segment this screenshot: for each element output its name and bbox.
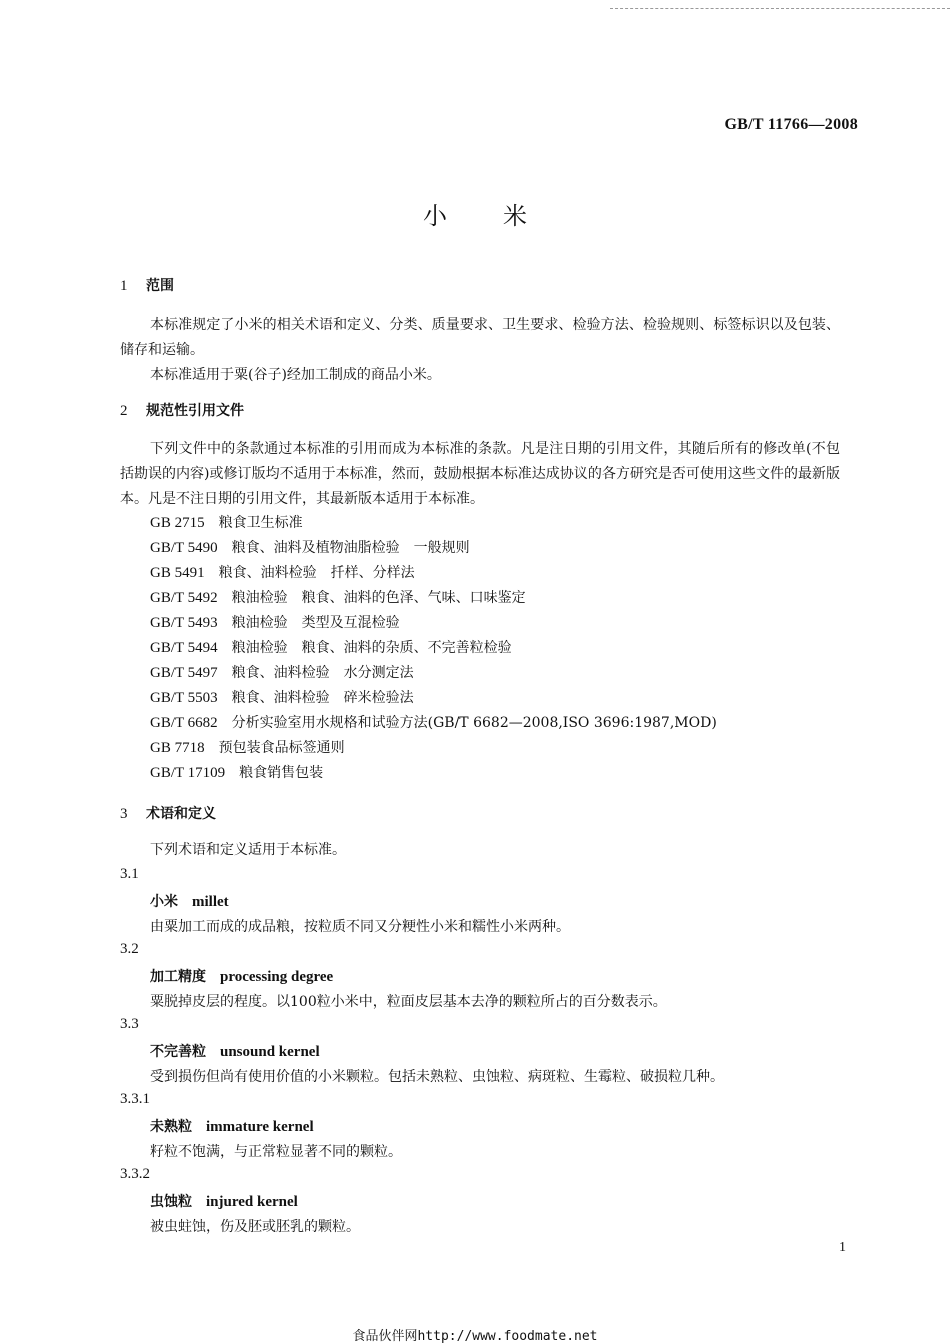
term-heading: 未熟粒 immature kernel [150, 1119, 314, 1135]
reference-item: GB/T 5497 粮食、油料检验 水分测定法 [150, 665, 414, 681]
section-1-paragraph-1: 本标准规定了小米的相关术语和定义、分类、质量要求、卫生要求、检验方法、检验规则、标签标识以及包装、储存和运输。 [120, 317, 840, 358]
term-heading: 小米 millet [150, 894, 229, 910]
reference-item: GB/T 5490 粮食、油料及植物油脂检验 一般规则 [150, 540, 470, 556]
term-heading: 加工精度 processing degree [150, 969, 334, 985]
section-2-heading [120, 400, 244, 420]
term-definition: 粟脱掉皮层的程度。以100粒小米中，粒面皮层基本去净的颗粒所占的百分数表示。 [150, 994, 667, 1010]
reference-item: GB/T 5503 粮食、油料检验 碎米检验法 [150, 690, 414, 706]
term-heading: 不完善粒 unsound kernel [150, 1044, 320, 1060]
clause-number: 3.2 [120, 941, 139, 957]
clause-number: 3.3.2 [120, 1166, 150, 1182]
reference-item: GB 2715 粮食卫生标准 [150, 515, 303, 531]
reference-item: GB/T 5492 粮油检验 粮食、油料的色泽、气味、口味鉴定 [150, 590, 526, 606]
term-definition: 受到损伤但尚有使用价值的小米颗粒。包括未熟粒、虫蚀粒、病斑粒、生霉粒、破损粒几种。 [150, 1069, 724, 1085]
footer-watermark: 食品伙伴网http://www.foodmate.net [352, 1329, 598, 1344]
page-title: 小米 [423, 202, 583, 230]
clause-number: 3.3.1 [120, 1091, 150, 1107]
term-definition: 被虫蛀蚀，伤及胚或胚乳的颗粒。 [150, 1219, 360, 1235]
term-definition: 籽粒不饱满，与正常粒显著不同的颗粒。 [150, 1144, 402, 1160]
reference-item: GB/T 5493 粮油检验 类型及互混检验 [150, 615, 400, 631]
clause-number: 3.1 [120, 866, 139, 882]
section-3-heading [120, 803, 216, 823]
section-3-paragraph-1: 下列术语和定义适用于本标准。 [150, 842, 346, 858]
section-number: 2 [120, 403, 128, 419]
standard-code: GB/T 11766—2008 [724, 116, 858, 133]
section-1-heading [120, 275, 174, 295]
reference-item: GB 5491 粮食、油料检验 扦样、分样法 [150, 565, 415, 581]
section-title: 范围 [146, 278, 174, 294]
page-number: 1 [839, 1240, 846, 1255]
reference-item: GB/T 5494 粮油检验 粮食、油料的杂质、不完善粒检验 [150, 640, 512, 656]
reference-item: GB 7718 预包装食品标签通则 [150, 740, 345, 756]
term-heading: 虫蚀粒 injured kernel [150, 1194, 298, 1210]
reference-item: GB/T 17109 粮食销售包装 [150, 765, 324, 781]
section-2-paragraph-1: 下列文件中的条款通过本标准的引用而成为本标准的条款。凡是注日期的引用文件，其随后所有的修改单(不包括勘误的内容)或修订版均不适用于本标准，然而，鼓励根据本标准达成协议的各方研究是否可使用这些文件的最新版本。凡是不注日期的引用文件，其最新版本适用于本标准。 [120, 441, 840, 507]
term-definition: 由粟加工而成的成品粮，按粒质不同又分粳性小米和糯性小米两种。 [150, 919, 570, 935]
section-title: 规范性引用文件 [146, 403, 244, 419]
section-1-paragraph-2: 本标准适用于粟(谷子)经加工制成的商品小米。 [150, 367, 441, 383]
top-divider [610, 8, 950, 9]
section-number: 1 [120, 278, 128, 294]
section-number: 3 [120, 806, 128, 822]
section-title: 术语和定义 [146, 806, 216, 822]
clause-number: 3.3 [120, 1016, 139, 1032]
reference-item: GB/T 6682 分析实验室用水规格和试验方法(GB/T 6682—2008,ISO 3696:1987,MOD) [150, 715, 717, 731]
